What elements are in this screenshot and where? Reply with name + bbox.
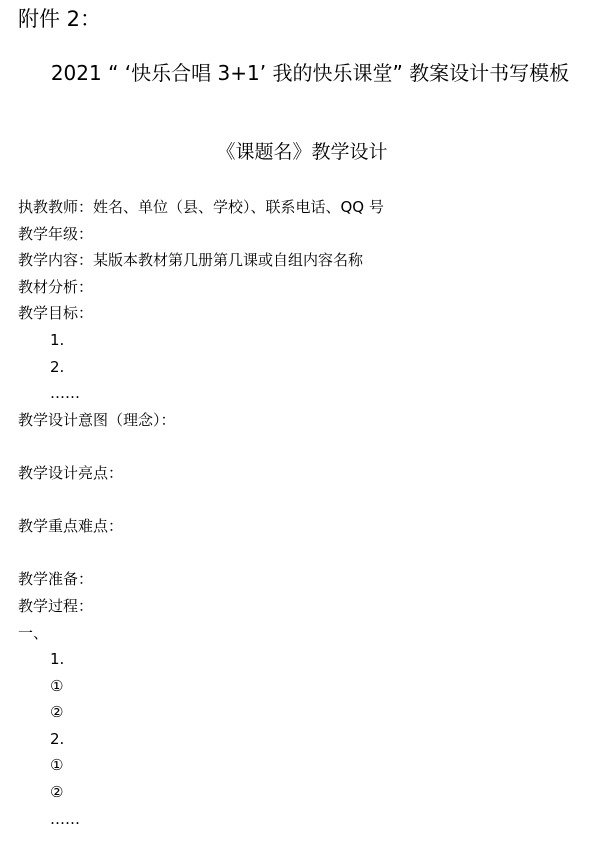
content-field: 教学内容：某版本教材第几册第几课或自组内容名称 xyxy=(18,251,364,270)
process-heading: 教学过程： xyxy=(18,596,94,615)
goals-field: 教学目标： xyxy=(18,304,94,323)
process-item: ② xyxy=(50,783,64,802)
process-item: ① xyxy=(50,676,64,695)
process-step-one: 一、 xyxy=(18,623,49,642)
process-item: …… xyxy=(50,809,80,828)
goal-item: …… xyxy=(50,384,80,403)
design-intent-heading: 教学设计意图（理念）： xyxy=(18,410,176,429)
process-item: 1. xyxy=(50,650,65,669)
analysis-field: 教材分析： xyxy=(18,277,94,296)
grade-field: 教学年级： xyxy=(18,224,94,243)
document-body xyxy=(18,194,588,832)
lesson-design-title: 《课题名》教学设计 xyxy=(216,141,388,163)
blank-line xyxy=(18,433,588,460)
blank-line xyxy=(18,487,588,514)
preparation-heading: 教学准备： xyxy=(18,570,94,589)
blank-line xyxy=(18,540,588,567)
document-title: 2021 “ ‘快乐合唱 3+1’ 我的快乐课堂” 教案设计书写模板 xyxy=(50,61,570,85)
goal-item: 1. xyxy=(50,330,65,349)
process-item: ② xyxy=(50,703,64,722)
process-item: ① xyxy=(50,756,64,775)
attachment-label: 附件 2： xyxy=(18,7,102,31)
key-points-heading: 教学重点难点： xyxy=(18,517,124,536)
design-highlights-heading: 教学设计亮点： xyxy=(18,463,124,482)
goal-item: 2. xyxy=(50,357,65,376)
process-item: 2. xyxy=(50,729,65,748)
teacher-field: 执教教师：姓名、单位（县、学校）、联系电话、QQ 号 xyxy=(18,198,384,216)
